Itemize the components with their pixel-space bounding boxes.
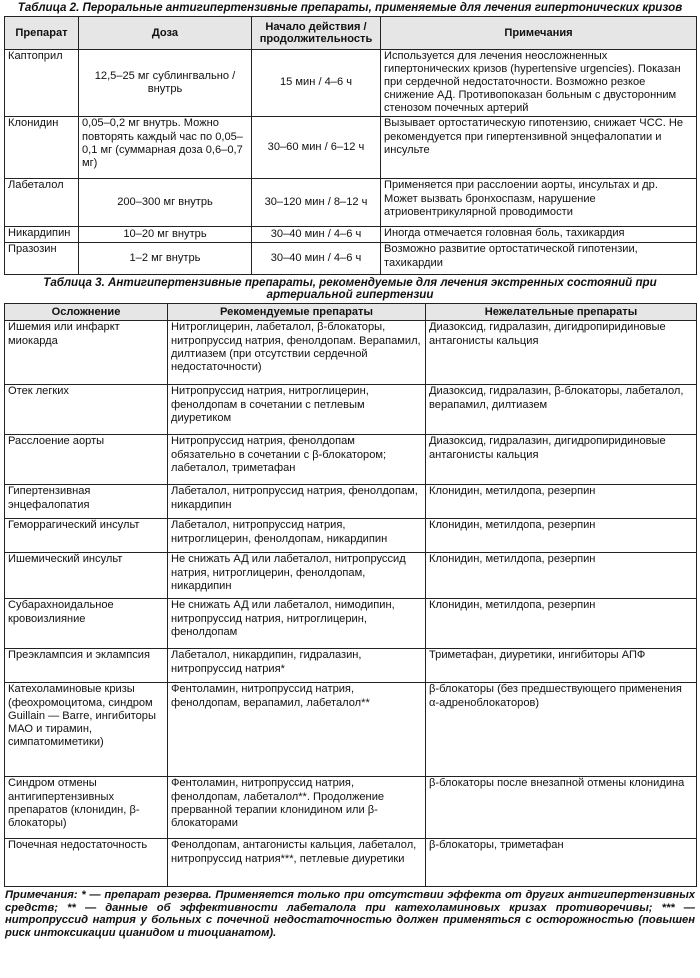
table3-cell: β-блокаторы (без предшествующего применения α-адреноблокаторов) bbox=[426, 683, 697, 777]
table-row bbox=[5, 227, 697, 243]
table2-cell: 30–120 мин / 8–12 ч bbox=[252, 179, 381, 227]
table2-header-drug: Препарат bbox=[5, 17, 79, 50]
table3-header-complication: Осложнение bbox=[5, 304, 168, 321]
table-row bbox=[5, 117, 697, 179]
table2-cell: 30–40 мин / 4–6 ч bbox=[252, 227, 381, 243]
table2-header-onset: Начало действия / продолжительность bbox=[252, 17, 381, 50]
table2-caption: Таблица 2. Пероральные антигипертензивные препараты, применяемые для лечения гипертонических кризов bbox=[17, 1, 683, 14]
table2-cell: Возможно развитие ортостатической гипотензии, тахикардии bbox=[381, 243, 697, 275]
table2-cell: Применяется при расслоении аорты, инсультах и др. Может вызвать бронхоспазм, нарушение атриовентрикулярной проводимости bbox=[381, 179, 697, 227]
table2-cell: 1–2 мг внутрь bbox=[79, 243, 252, 275]
table-row bbox=[5, 519, 697, 553]
table-row bbox=[5, 50, 697, 117]
table2-cell: 200–300 мг внутрь bbox=[79, 179, 252, 227]
table3-cell: Субарахноидальное кровоизлияние bbox=[5, 599, 168, 649]
table3-cell: Диазоксид, гидралазин, дигидропиридиновые антагонисты кальция bbox=[426, 435, 697, 485]
table3-header-row bbox=[5, 304, 697, 321]
table3-cell: Клонидин, метилдопа, резерпин bbox=[426, 485, 697, 519]
table2-header-notes: Примечания bbox=[381, 17, 697, 50]
table3-footnotes: Примечания: * — препарат резерва. Применяется только при отсутствии эффекта от других антигипертензивных средств; ** — данные об эффективности лабеталола при катехоламиновых кризах противоречивы; *** — нитропруссид натрия у больных с почечной недостаточностью должен применяться с осторожностью (повышен риск интоксикации цианидом и тиоцианатом). bbox=[5, 889, 695, 939]
table2-cell: 30–40 мин / 4–6 ч bbox=[252, 243, 381, 275]
table-row bbox=[5, 435, 697, 485]
table2-cell: 0,05–0,2 мг внутрь. Можно повторять каждый час по 0,05–0,1 мг (суммарная доза 0,6–0,7 мг) bbox=[79, 117, 252, 179]
table-row bbox=[5, 683, 697, 777]
table-row bbox=[5, 179, 697, 227]
table3-cell: Нитропруссид натрия, фенолдопам обязательно в сочетании с β-блокатором; лабеталол, триметафан bbox=[168, 435, 426, 485]
table2-cell: 10–20 мг внутрь bbox=[79, 227, 252, 243]
table2-cell: 15 мин / 4–6 ч bbox=[252, 50, 381, 117]
table3-cell: Отек легких bbox=[5, 385, 168, 435]
table3-cell: Фентоламин, нитропруссид натрия, фенолдопам, верапамил, лабеталол** bbox=[168, 683, 426, 777]
table3-cell: Нитропруссид натрия, нитроглицерин, фенолдопам в сочетании с петлевым диуретиком bbox=[168, 385, 426, 435]
table3-header-recommended: Рекомендуемые препараты bbox=[168, 304, 426, 321]
table2-header-dose: Доза bbox=[79, 17, 252, 50]
table2-cell: Клонидин bbox=[5, 117, 79, 179]
table3 bbox=[4, 303, 697, 887]
table3-cell: Диазоксид, гидралазин, β-блокаторы, лабеталол, верапамил, дилтиазем bbox=[426, 385, 697, 435]
table3-cell: Клонидин, метилдопа, резерпин bbox=[426, 519, 697, 553]
table3-cell: Не снижать АД или лабеталол, нимодипин, нитропруссид натрия, нитроглицерин, фенолдопам bbox=[168, 599, 426, 649]
table2-cell: Лабеталол bbox=[5, 179, 79, 227]
table2-cell: 12,5–25 мг сублингвально / внутрь bbox=[79, 50, 252, 117]
table3-cell: Клонидин, метилдопа, резерпин bbox=[426, 553, 697, 599]
table3-cell: Не снижать АД или лабеталол, нитропруссид натрия, нитроглицерин, фенолдопам, никардипин bbox=[168, 553, 426, 599]
table3-cell: Геморрагический инсульт bbox=[5, 519, 168, 553]
table3-cell: Триметафан, диуретики, ингибиторы АПФ bbox=[426, 649, 697, 683]
table-row bbox=[5, 599, 697, 649]
table-row bbox=[5, 321, 697, 385]
table2-cell: 30–60 мин / 6–12 ч bbox=[252, 117, 381, 179]
table-row bbox=[5, 649, 697, 683]
table2-cell: Каптоприл bbox=[5, 50, 79, 117]
table3-cell: Почечная недостаточность bbox=[5, 839, 168, 887]
table3-header-undesirable: Нежелательные препараты bbox=[426, 304, 697, 321]
document-page bbox=[4, 0, 696, 939]
table3-cell: Гипертензивная энцефалопатия bbox=[5, 485, 168, 519]
table3-cell: Синдром отмены антигипертензивных препаратов (клонидин, β-блокаторы) bbox=[5, 777, 168, 839]
table3-cell: Фентоламин, нитропруссид натрия, фенолдопам, лабеталол**. Продолжение прерванной терапии клонидином или β-блокаторами bbox=[168, 777, 426, 839]
table3-cell: Катехоламиновые кризы (феохромоцитома, синдром Guillain — Barre, ингибиторы МАО и тирамин, симпатомиметики) bbox=[5, 683, 168, 777]
table3-cell: Диазоксид, гидралазин, дигидропиридиновые антагонисты кальция bbox=[426, 321, 697, 385]
table3-cell: Расслоение аорты bbox=[5, 435, 168, 485]
table3-cell: β-блокаторы после внезапной отмены клонидина bbox=[426, 777, 697, 839]
table-row bbox=[5, 485, 697, 519]
table3-cell: Лабеталол, нитропруссид натрия, нитроглицерин, фенолдопам, никардипин bbox=[168, 519, 426, 553]
table3-cell: Клонидин, метилдопа, резерпин bbox=[426, 599, 697, 649]
table3-cell: Нитроглицерин, лабеталол, β-блокаторы, нитропруссид натрия, фенолдопам. Верапамил, дилтиазем (при отсутствии сердечной недостаточности) bbox=[168, 321, 426, 385]
table-row bbox=[5, 839, 697, 887]
table2-cell: Вызывает ортостатическую гипотензию, снижает ЧСС. Не рекомендуется при гипертензивной энцефалопатии и инсульте bbox=[381, 117, 697, 179]
table2-header-row bbox=[5, 17, 697, 50]
table3-cell: Лабеталол, никардипин, гидралазин, нитропруссид натрия* bbox=[168, 649, 426, 683]
table2-cell: Иногда отмечается головная боль, тахикардия bbox=[381, 227, 697, 243]
table3-cell: Лабеталол, нитропруссид натрия, фенолдопам, никардипин bbox=[168, 485, 426, 519]
table-row bbox=[5, 385, 697, 435]
table3-cell: β-блокаторы, триметафан bbox=[426, 839, 697, 887]
table-row bbox=[5, 777, 697, 839]
table2 bbox=[4, 16, 697, 275]
table3-cell: Ишемический инсульт bbox=[5, 553, 168, 599]
table3-caption: Таблица 3. Антигипертензивные препараты, рекомендуемые для лечения экстренных состояний при артериальной гипертензии bbox=[43, 276, 657, 302]
table3-cell: Ишемия или инфаркт миокарда bbox=[5, 321, 168, 385]
table2-cell: Используется для лечения неосложненных гипертонических кризов (hypertensive urgencies). Показан при сердечной недостаточности. Возможно резкое снижение АД. Противопоказан больным с двусторонним стенозом почечных артерий bbox=[381, 50, 697, 117]
table3-cell: Фенолдопам, антагонисты кальция, лабеталол, нитропруссид натрия***, петлевые диуретики bbox=[168, 839, 426, 887]
table2-cell: Празозин bbox=[5, 243, 79, 275]
table-row bbox=[5, 243, 697, 275]
table3-cell: Преэклампсия и эклампсия bbox=[5, 649, 168, 683]
table2-cell: Никардипин bbox=[5, 227, 79, 243]
table-row bbox=[5, 553, 697, 599]
